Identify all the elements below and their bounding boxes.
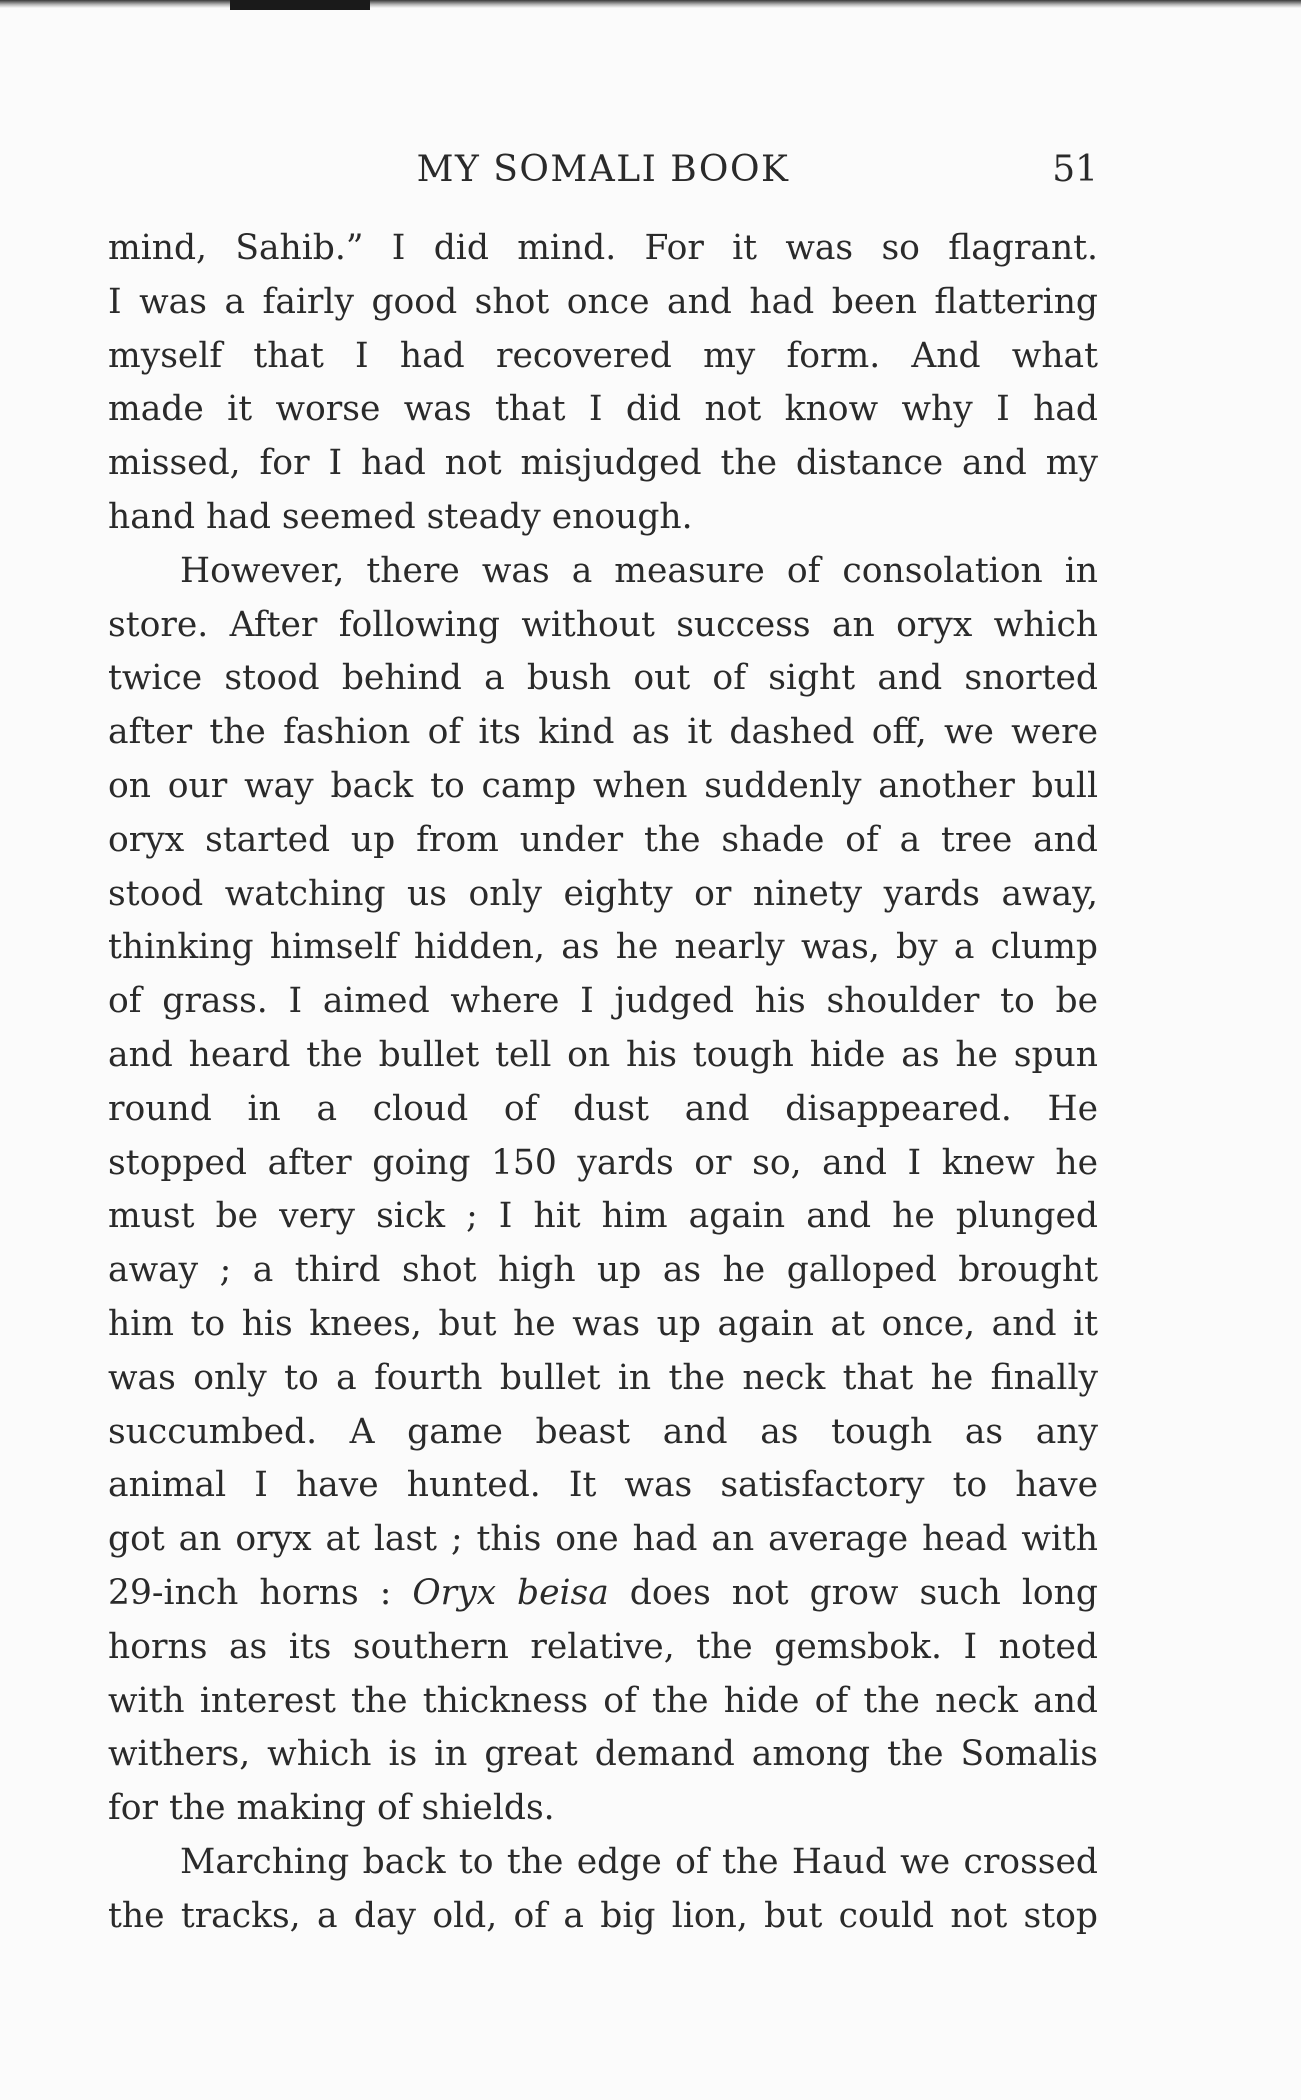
running-title: MY SOMALI BOOK — [416, 149, 790, 190]
text-line: was only to a fourth bullet in the neck that he finally — [108, 1357, 1098, 1398]
page-number: 51 — [1052, 149, 1098, 190]
text-line: of grass. I aimed where I judged his shoulder to be — [108, 981, 1098, 1022]
body-text — [108, 222, 1098, 1944]
text-line: on our way back to camp when suddenly another bull — [108, 765, 1098, 806]
text-line: withers, which is in great demand among the Somalis — [108, 1734, 1098, 1775]
text-line: him to his knees, but he was up again at once, and it — [108, 1303, 1098, 1344]
text-run: does not grow such long — [608, 1572, 1098, 1613]
text-line: away ; a third shot high up as he galloped brought — [108, 1250, 1098, 1291]
text-line: missed, for I had not misjudged the distance and my — [108, 443, 1098, 484]
text-line: with interest the thickness of the hide of the neck and — [108, 1680, 1098, 1721]
species-name: Oryx beisa — [412, 1572, 609, 1613]
text-line: for the making of shields. — [108, 1788, 555, 1829]
text-line: mind, Sahib.” I did mind. For it was so flagrant. — [108, 228, 1098, 268]
text-line: the tracks, a day old, of a big lion, but could not stop — [108, 1895, 1098, 1936]
text-line: myself that I had recovered my form. And what — [108, 335, 1098, 376]
text-line: animal I have hunted. It was satisfactory to have — [108, 1465, 1098, 1506]
text-line: stopped after going 150 yards or so, and I knew he — [108, 1142, 1098, 1183]
text-line: round in a cloud of dust and disappeared. He — [108, 1088, 1098, 1129]
text-line: stood watching us only eighty or ninety yards away, — [108, 873, 1098, 914]
text-line: thinking himself hidden, as he nearly was, by a clump — [108, 927, 1098, 968]
paragraph-start-line: However, there was a measure of consolation in — [180, 550, 1098, 591]
ink-blot — [230, 0, 370, 10]
text-line: and heard the bullet tell on his tough hide as he spun — [108, 1034, 1098, 1075]
paragraph-start-line: Marching back to the edge of the Haud we crossed — [180, 1841, 1098, 1882]
text-line: store. After following without success an oryx which — [108, 604, 1098, 645]
text-line: hand had seemed steady enough. — [108, 496, 693, 537]
text-line: must be very sick ; I hit him again and he plunged — [108, 1196, 1098, 1237]
text-run: 29-inch horns : — [108, 1572, 413, 1613]
text-line: made it worse was that I did not know why I had — [108, 389, 1098, 430]
text-line: after the fashion of its kind as it dashed off, we were — [108, 712, 1098, 753]
text-line: succumbed. A game beast and as tough as any — [108, 1411, 1098, 1452]
text-line: horns as its southern relative, the gemsbok. I noted — [108, 1626, 1098, 1667]
text-line: got an oryx at last ; this one had an average head with — [108, 1519, 1098, 1560]
page-top-edge — [0, 0, 1301, 8]
text-line: I was a fairly good shot once and had been flattering — [108, 281, 1098, 322]
text-line: oryx started up from under the shade of a tree and — [108, 819, 1098, 860]
page-header — [108, 145, 1098, 195]
text-line: twice stood behind a bush out of sight and snorted — [108, 658, 1098, 699]
text-line-with-italic — [108, 1567, 1098, 1621]
